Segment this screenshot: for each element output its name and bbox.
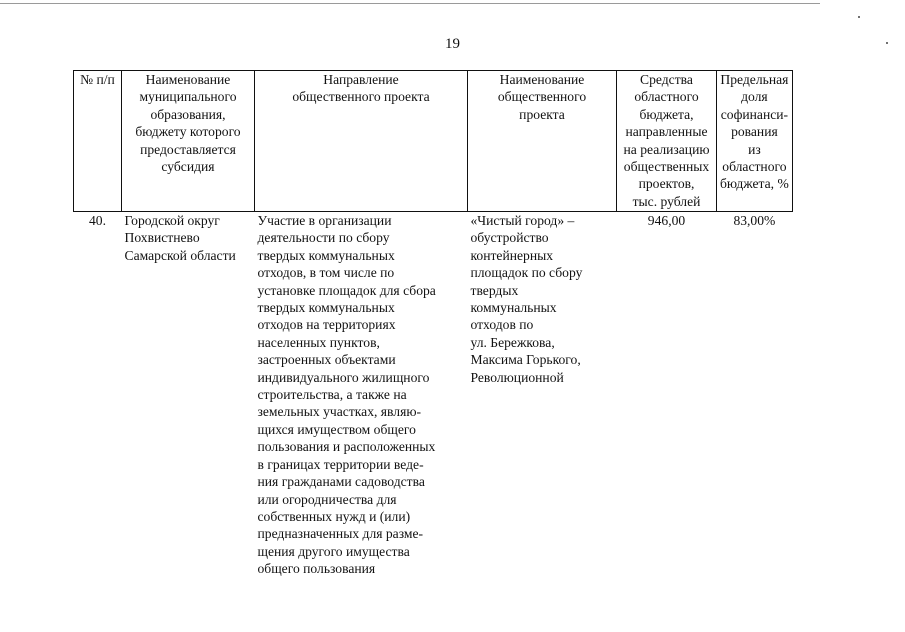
text-line: строительства, а также на [257, 387, 407, 403]
text-line: областного [634, 89, 699, 105]
row-number: 40. [89, 213, 106, 228]
text-line: отходов на территориях [257, 317, 396, 333]
header-cell-municipality [122, 71, 255, 212]
text-line: отходов по [470, 317, 534, 333]
text-line: софинанси- [720, 106, 789, 122]
text-line: на реализацию [623, 141, 710, 157]
text-line: щения другого имущества [257, 543, 410, 559]
text-line: ния гражданами садоводства [257, 474, 425, 490]
text-line: рования [731, 124, 778, 140]
text-line: обустройство [470, 230, 549, 246]
text-line: земельных участках, являю- [257, 404, 422, 420]
text-line: бюджета, % [720, 176, 789, 192]
text-line: «Чистый город» – [470, 213, 575, 228]
page-number: 19 [445, 36, 460, 52]
text-line: площадок по сбору [470, 265, 583, 281]
text-line: коммунальных [470, 300, 557, 316]
text-line: предоставляется [140, 141, 236, 157]
text-line: твердых коммунальных [257, 300, 395, 316]
row-budget-funds: 946,00 [647, 213, 686, 228]
text-line: населенных пунктов, [257, 334, 380, 350]
row-project-direction [255, 212, 468, 578]
text-line: областного [722, 159, 787, 175]
subsidy-table [73, 70, 793, 578]
text-line: застроенных объектами [257, 352, 396, 368]
table-row [74, 212, 793, 578]
row-cofinancing-share: 83,00% [733, 213, 776, 228]
text-line: проекта [519, 106, 565, 122]
text-line: общественного проекта [292, 89, 430, 105]
text-line: предназначенных для разме- [257, 526, 424, 542]
row-municipality [122, 212, 255, 578]
text-line: в границах территории веде- [257, 456, 424, 472]
text-line: ул. Бережкова, [470, 334, 555, 350]
text-line: отходов, в том числе по [257, 265, 395, 281]
text-line: Революционной [470, 369, 564, 385]
text-line: тыс. рублей [632, 193, 701, 209]
text-line: собственных нужд и (или) [257, 508, 411, 524]
text-line: № п/п [80, 72, 115, 87]
text-line: общего пользования [257, 561, 376, 577]
text-line: контейнерных [470, 247, 554, 263]
text-line: Направление [323, 72, 399, 87]
text-line: щихся имуществом общего [257, 421, 416, 437]
text-line: Участие в организации [257, 213, 392, 228]
header-cell-budget-funds [617, 71, 717, 212]
text-line: субсидия [161, 159, 215, 175]
text-line: индивидуального жилищного [257, 369, 430, 385]
scan-speck [858, 16, 860, 18]
text-line: Максима Горького, [470, 352, 581, 368]
table-header-row [74, 71, 793, 212]
text-line: бюджета, [639, 106, 694, 122]
text-line: Самарской области [124, 247, 236, 263]
header-cell-project-direction [255, 71, 468, 212]
text-line: Похвистнево [124, 230, 200, 246]
header-cell-cofinancing-share [717, 71, 793, 212]
text-line: Предельная [720, 72, 789, 87]
text-line: Наименование [499, 72, 585, 87]
text-line: установке площадок для сбора [257, 282, 436, 298]
header-cell-project-name [468, 71, 617, 212]
text-line: муниципального [139, 89, 237, 105]
text-line: деятельности по сбору [257, 230, 390, 246]
text-line: или огородничества для [257, 491, 397, 507]
text-line: образования, [150, 106, 226, 122]
text-line: пользования и расположенных [257, 439, 436, 455]
text-line: Средства [640, 72, 693, 87]
text-line: твердых [470, 282, 519, 298]
text-line: общественных [623, 159, 710, 175]
text-line: Наименование [145, 72, 231, 87]
text-line: твердых коммунальных [257, 247, 395, 263]
text-line: проектов, [638, 176, 695, 192]
text-line: Городской округ [124, 213, 220, 228]
text-line: бюджету которого [135, 124, 241, 140]
text-line: доля [741, 89, 768, 105]
text-line: направленные [625, 124, 708, 140]
scan-top-edge-line [0, 3, 820, 4]
row-project-name [468, 212, 617, 578]
text-line: из [748, 141, 761, 157]
text-line: общественного [497, 89, 587, 105]
header-cell-number [74, 71, 122, 212]
